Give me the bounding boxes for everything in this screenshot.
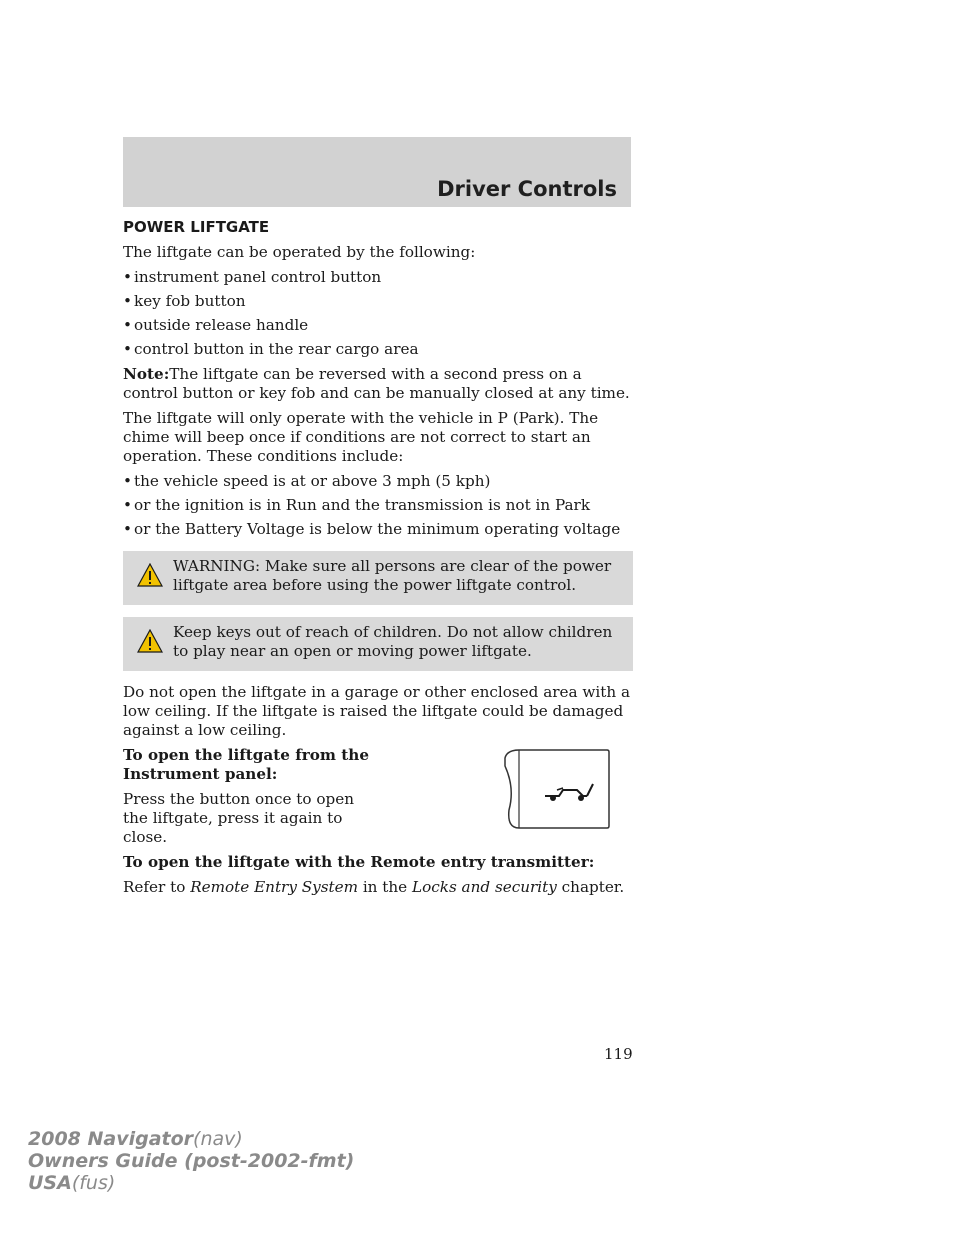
warning-triangle-icon (137, 629, 163, 653)
remote-mid: in the (362, 878, 408, 896)
list-item: • control button in the rear cargo area (123, 340, 633, 359)
header-band (123, 137, 631, 207)
note-label: Note: (123, 365, 170, 383)
section-title: Driver Controls (437, 177, 617, 201)
footer (28, 1128, 354, 1194)
park-paragraph: The liftgate will only operate with the vehicle in P (Park). The chime will beep once if conditions are not correct to start an operation. These conditions include: (123, 409, 599, 465)
remote-prefix: Refer to (123, 878, 186, 896)
list-item: • key fob button (123, 292, 633, 311)
instrument-heading: To open the liftgate from the Instrument panel: (123, 746, 369, 783)
instrument-paragraph: Press the button once to open the liftgate, press it again to close. (123, 790, 355, 846)
remote-ref-chapter: Locks and security (412, 878, 557, 896)
footer-market-code: (fus) (71, 1172, 116, 1194)
footer-line-3 (28, 1172, 354, 1194)
page-content (123, 218, 633, 903)
remote-suffix: chapter. (561, 878, 625, 896)
list-item: • the vehicle speed is at or above 3 mph (5 kph) (123, 472, 633, 491)
warning-box-children (123, 617, 633, 671)
footer-market: USA (28, 1172, 72, 1194)
note-paragraph (123, 365, 633, 403)
list-item: • outside release handle (123, 316, 633, 335)
warning-text: Keep keys out of reach of children. Do not allow children to play near an open or moving power liftgate. (173, 623, 613, 660)
warning-text: WARNING: Make sure all persons are clear of the power liftgate area before using the power liftgate control. (173, 557, 612, 594)
operate-list (123, 268, 633, 359)
note-text: The liftgate can be reversed with a second press on a control button or key fob and can be manually closed at any time. (123, 365, 630, 402)
remote-ref-system: Remote Entry System (190, 878, 358, 896)
remote-paragraph (123, 878, 633, 897)
warning-box-persons (123, 551, 633, 605)
page-number: 119 (604, 1045, 633, 1063)
instrument-panel-text (123, 746, 373, 853)
intro-paragraph: The liftgate can be operated by the following: (123, 243, 476, 261)
list-item: • or the ignition is in Run and the transmission is not in Park (123, 496, 633, 515)
warning-triangle-icon (137, 563, 163, 587)
footer-line-2: Owners Guide (post-2002-fmt) (28, 1150, 355, 1172)
liftgate-button-icon (501, 748, 611, 830)
footer-model-code: (nav) (193, 1128, 243, 1150)
list-item: • or the Battery Voltage is below the minimum operating voltage (123, 520, 633, 539)
footer-model: 2008 Navigator (28, 1128, 194, 1150)
page-heading: POWER LIFTGATE (123, 218, 270, 236)
conditions-list (123, 472, 633, 539)
garage-paragraph: Do not open the liftgate in a garage or other enclosed area with a low ceiling. If the liftgate is raised the liftgate could be damaged against a low ceiling. (123, 683, 631, 739)
footer-line-1 (28, 1128, 354, 1150)
remote-heading: To open the liftgate with the Remote entry transmitter: (123, 853, 595, 871)
instrument-panel-section (123, 746, 633, 853)
list-item: • instrument panel control button (123, 268, 633, 287)
